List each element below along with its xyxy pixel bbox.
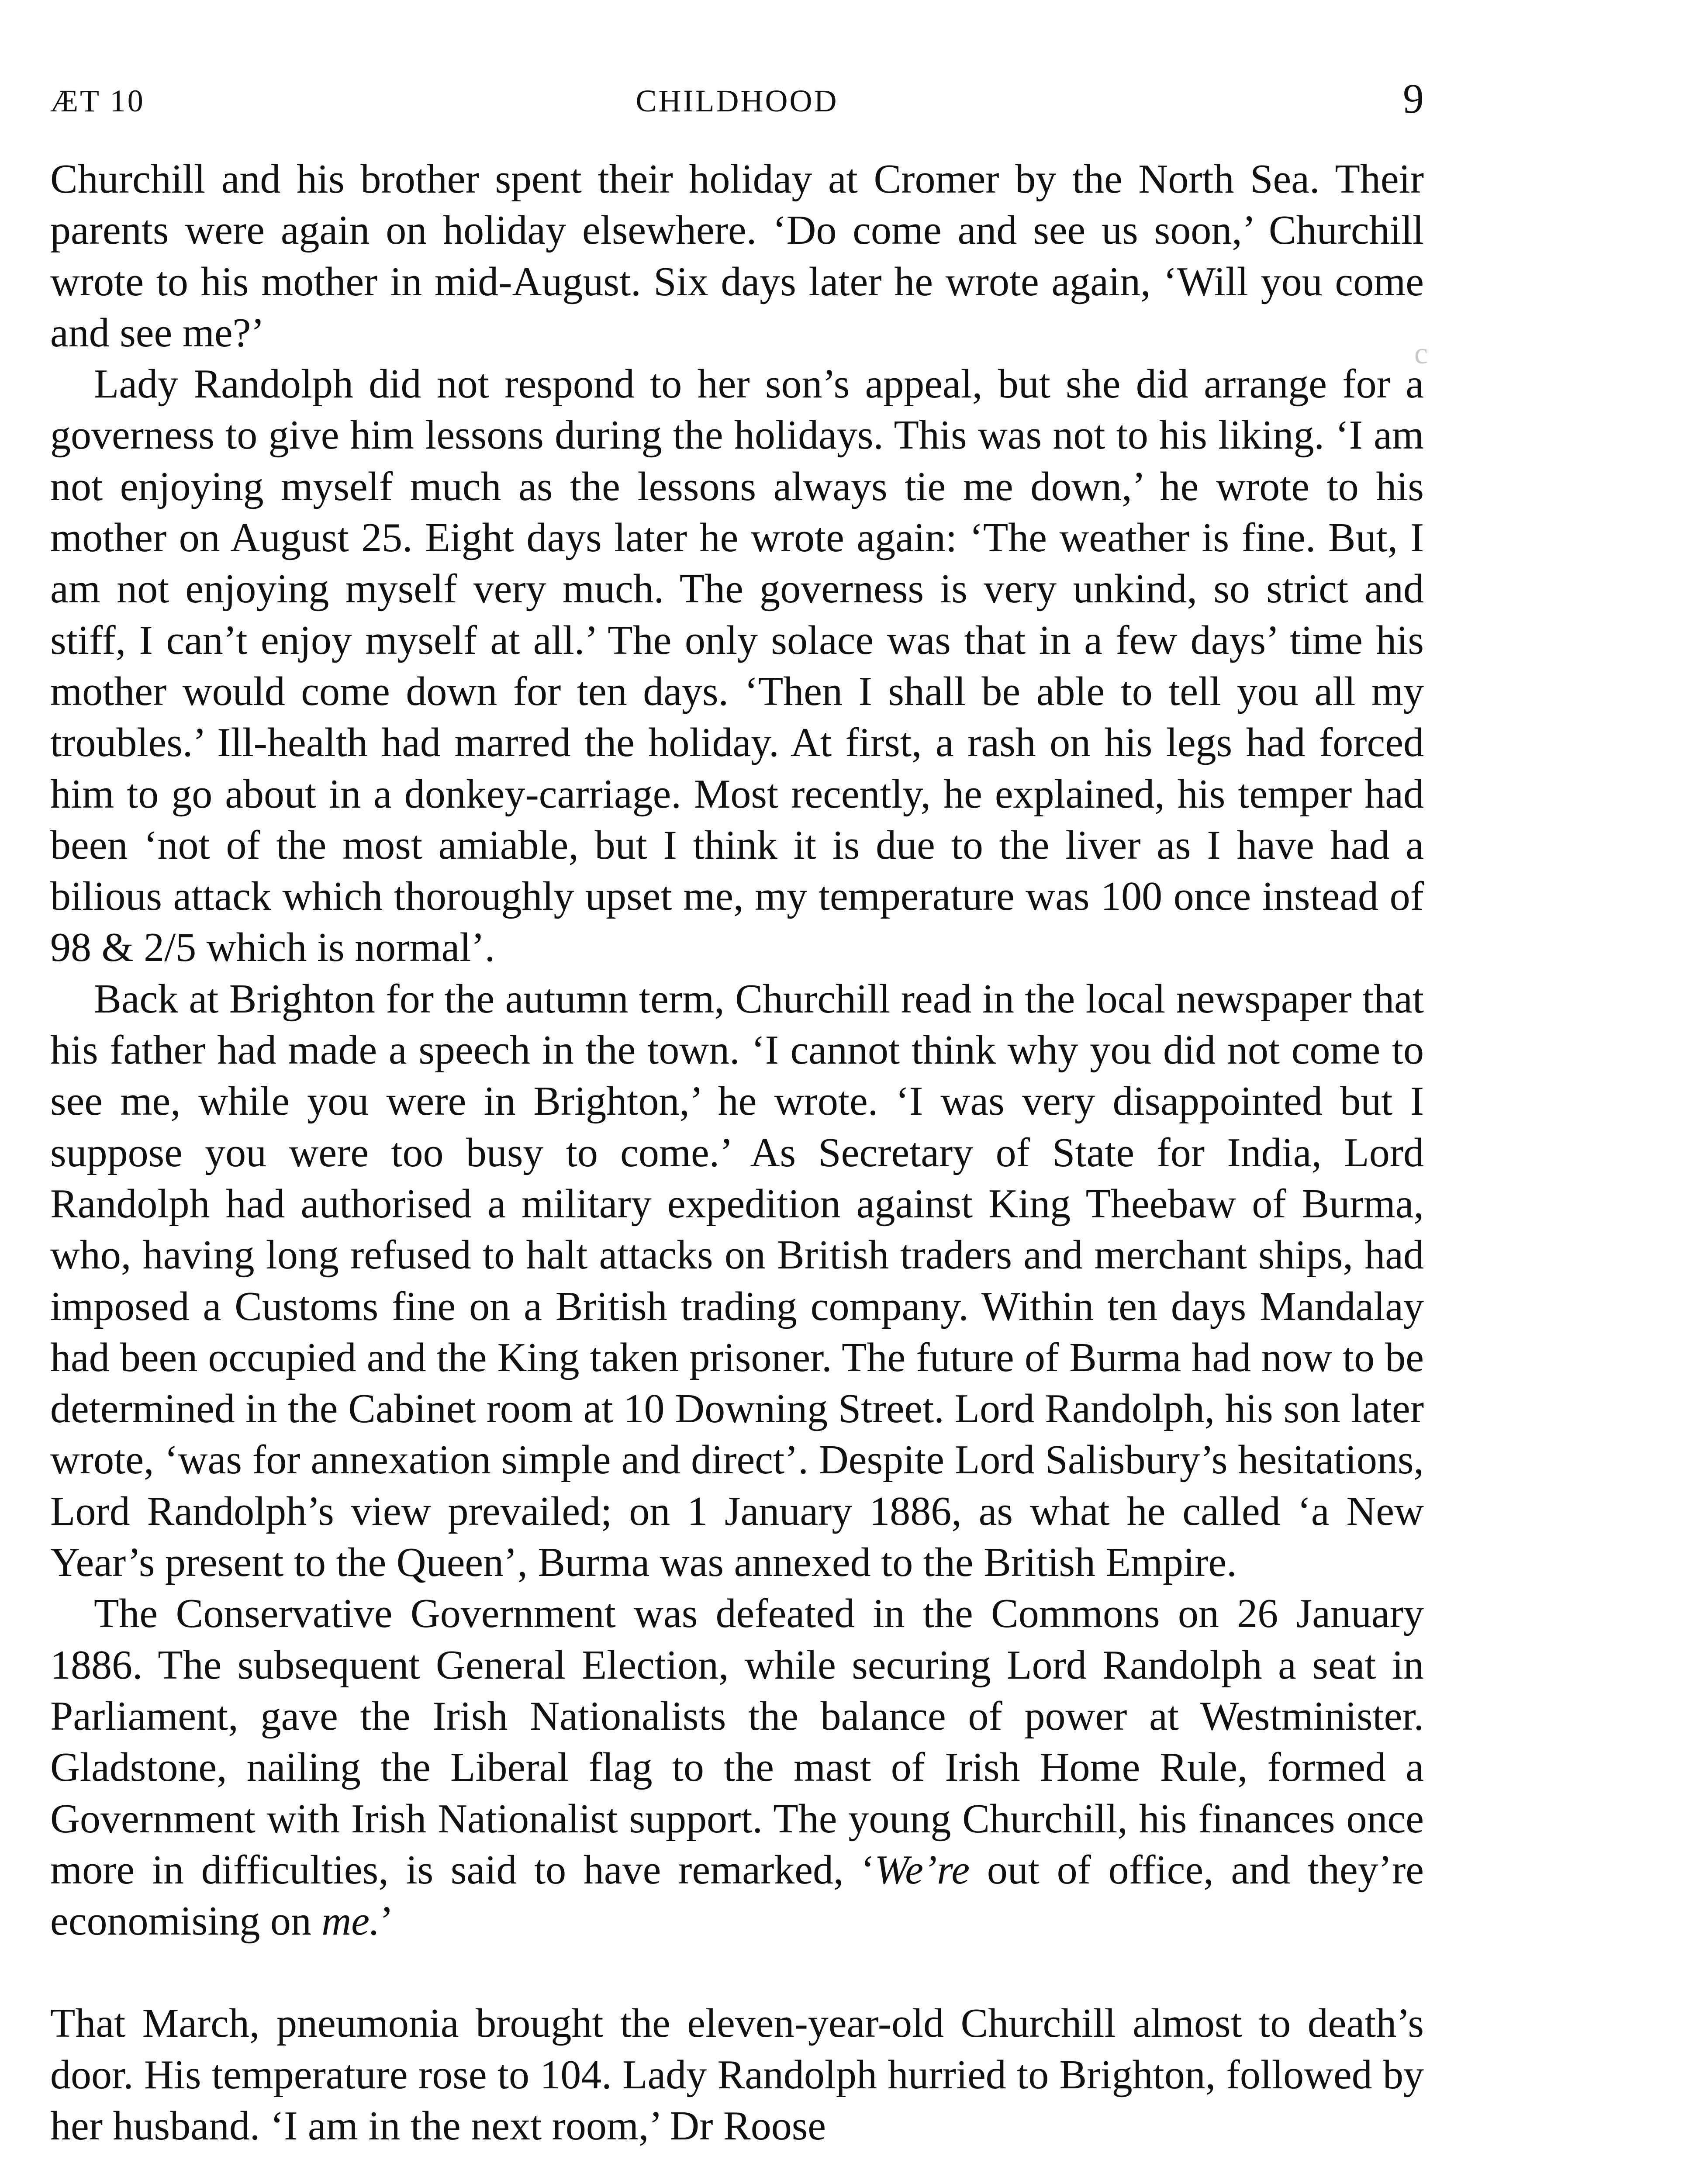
- page-number: 9: [1403, 75, 1424, 122]
- body-text: [50, 154, 1424, 2152]
- paragraph-brighton-burma: Back at Brighton for the autumn term, Churchill read in the local newspaper that his father had made a speech in the town. ‘I cannot think why you did not come to see me, while you were in Brighton,’ he wrote. ‘I was very disappointed but I suppose you were too busy to come.’ As Secretary of State for India, Lord Randolph had authorised a military expedition against King Theebaw of Burma, who, having long refused to halt attacks on British traders and merchant ships, had imposed a Customs fine on a British trading company. Within ten days Mandalay had been occupied and the King taken prisoner. The future of Burma had now to be determined in the Cabinet room at 10 Downing Street. Lord Randolph, his son later wrote, ‘was for annexation simple and direct’. Despite Lord Salisbury’s hesitations, Lord Randolph’s view prevailed; on 1 January 1886, as what he called ‘a New Year’s present to the Queen’, Burma was annexed to the British Empire.: [50, 976, 1424, 1586]
- paragraph-pneumonia: That March, pneumonia brought the eleven-year-old Churchill almost to death’s door. His temperature rose to 104. Lady Randolph hurried to Brighton, followed by her husband. ‘I am in the next room,’ Dr Roose: [50, 2001, 1424, 2149]
- quote-italic-were: We’re: [874, 1847, 970, 1893]
- running-head-chapter-title: CHILDHOOD: [636, 83, 839, 118]
- paragraph-cromer-holiday: Churchill and his brother spent their holiday at Cromer by the North Sea. Their parents were again on holiday elsewhere. ‘Do come and see us soon,’ Churchill wrote to his mother in mid-August. Six days later he wrote again, ‘Will you come and see me?’: [50, 156, 1424, 356]
- margin-mark: c: [1414, 337, 1428, 370]
- quote-open: ‘: [843, 1847, 875, 1893]
- quote-italic-me: me.: [321, 1898, 380, 1944]
- quote-middle: out of office, and they’re economising on: [50, 1847, 1424, 1944]
- paragraph-governess: Lady Randolph did not respond to her son’s appeal, but she did arrange for a governess to give him lessons during the holidays. This was not to his liking. ‘I am not enjoying myself much as the lessons always tie me down,’ he wrote to his mother on August 25. Eight days later he wrote again: ‘The weather is fine. But, I am not enjoying myself very much. The governess is very unkind, so strict and stiff, I can’t enjoy myself at all.’ The only solace was that in a few days’ time his mother would come down for ten days. ‘Then I shall be able to tell you all my troubles.’ Ill-health had marred the holiday. At first, a rash on his legs had forced him to go about in a donkey-carriage. Most recently, he explained, his temper had been ‘not of the most amiable, but I think it is due to the liver as I have had a bilious attack which thoroughly upset me, my temperature was 100 once instead of 98 & 2/5 which is normal’.: [50, 361, 1424, 971]
- quote-close: ’: [380, 1898, 394, 1944]
- running-head-age: ÆT 10: [50, 83, 145, 118]
- running-head: [50, 74, 1424, 122]
- paragraph-election-text: The Conservative Government was defeated in the Commons on 26 January 1886. The subsequent General Election, while securing Lord Randolph a seat in Parliament, gave the Irish Nationalists the balance of power at Westminister. Gladstone, nailing the Liberal flag to the mast of Irish Home Rule, formed a Government with Irish Nationalist support. The young Churchill, his finances once more in difficulties, is said to have remarked,: [50, 1591, 1424, 1893]
- paragraph-election: [50, 1588, 1424, 1947]
